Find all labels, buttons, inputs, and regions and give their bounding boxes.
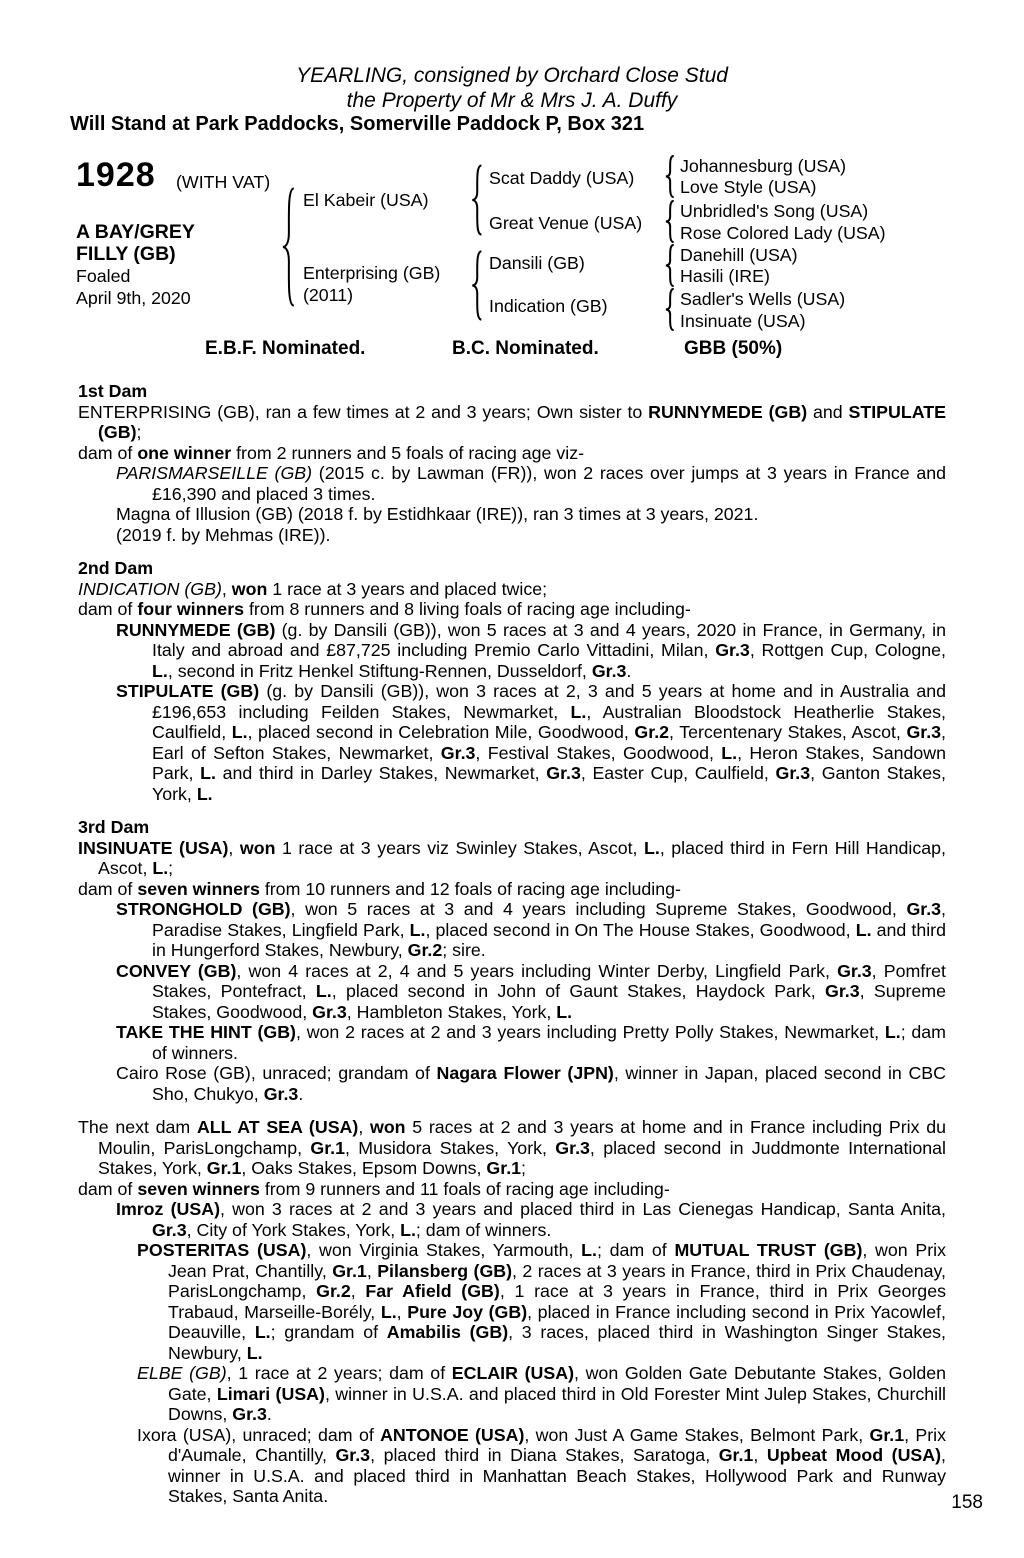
text-run: , Easter Cup, Caulfield, bbox=[580, 763, 776, 783]
dam-section bbox=[78, 1117, 946, 1507]
text-run: . bbox=[298, 1083, 304, 1104]
text-run: , bbox=[350, 1281, 366, 1301]
pedigree-paragraph bbox=[78, 402, 946, 443]
text-run: Gr.1 bbox=[310, 1137, 345, 1158]
text-run: , winner in U.S.A. and placed third in Manhattan Beach Stakes, Hollywood Park and Runway Stakes, Santa Anita. bbox=[168, 1445, 946, 1506]
text-run: , placed second in Juddmonte International Stakes, York, bbox=[98, 1137, 946, 1178]
pedigree-paragraph bbox=[78, 1022, 946, 1063]
text-run: , won 5 races at 3 and 4 years including Supreme Stakes, Goodwood, bbox=[290, 899, 907, 919]
text-run: 1 race at 3 years viz Swinley Stakes, Ascot, bbox=[275, 837, 644, 858]
dam-section bbox=[78, 558, 946, 804]
text-run: , winner in U.S.A. and placed third in Old Forester Mint Julep Stakes, Churchill Downs, bbox=[168, 1383, 947, 1424]
text-run: STRONGHOLD (GB) bbox=[116, 899, 291, 919]
dam-section bbox=[78, 817, 946, 1104]
pedigree-paragraph bbox=[78, 1363, 946, 1425]
text-run: , won Prix Jean Prat, Chantilly, bbox=[168, 1240, 946, 1281]
text-run: L. bbox=[644, 837, 660, 858]
text-run: (2015 c. by Lawman (FR)), won 2 races over jumps at 3 years in France and £16,390 and placed 3 times. bbox=[152, 463, 947, 504]
dam-sire-name: Dansili (GB) bbox=[489, 253, 585, 273]
text-run: L. bbox=[884, 1022, 901, 1042]
text-run: ; bbox=[136, 422, 142, 442]
text-run: Gr.3 bbox=[546, 763, 581, 783]
text-run: ; dam of bbox=[596, 1240, 675, 1260]
text-run: , placed in France including second in Prix Yacowlef, Deauville, bbox=[168, 1301, 946, 1342]
text-run: Gr.1 bbox=[869, 1424, 905, 1445]
text-run: ; dam of winners. bbox=[152, 1022, 946, 1063]
text-run: Nagara Flower (JPN) bbox=[436, 1063, 614, 1083]
text-run: L. bbox=[246, 1342, 263, 1363]
text-run: , Prix d'Aumale, Chantilly, bbox=[168, 1424, 946, 1465]
text-run: , Hambleton Stakes, York, bbox=[346, 1001, 557, 1022]
text-run: Limari (USA) bbox=[216, 1383, 325, 1404]
text-run: L. bbox=[570, 701, 587, 722]
text-run: one winner bbox=[137, 442, 232, 463]
pedigree-ancestor: Sadler's Wells (USA) bbox=[680, 289, 846, 309]
text-run: ANTONOE (USA) bbox=[380, 1424, 525, 1445]
text-run: The next dam bbox=[78, 1117, 197, 1137]
pedigree-paragraph bbox=[78, 681, 946, 804]
text-run: Gr.3 bbox=[232, 1404, 267, 1424]
bc-nomination: B.C. Nominated. bbox=[452, 338, 599, 359]
text-run: L. bbox=[152, 660, 168, 681]
text-run: L. bbox=[315, 981, 332, 1001]
text-run: seven winners bbox=[137, 878, 260, 899]
text-run: from 9 runners and 11 foals of racing age including- bbox=[259, 1178, 670, 1199]
text-run: , placed second in On The House Stakes, Goodwood, bbox=[425, 919, 856, 940]
pedigree-ancestor: Rose Colored Lady (USA) bbox=[680, 223, 886, 243]
text-run: , 1 race at 2 years; dam of bbox=[226, 1363, 452, 1383]
pedigree-paragraph bbox=[78, 1179, 946, 1200]
text-run: INDICATION (GB) bbox=[78, 578, 222, 599]
text-run: Gr.2 bbox=[316, 1281, 351, 1301]
text-run: , 3 races, placed third in Washington Singer Stakes, Newbury, bbox=[168, 1322, 946, 1363]
text-run: from 10 runners and 12 foals of racing age including- bbox=[259, 878, 681, 899]
text-run: Gr.3 bbox=[263, 1083, 299, 1104]
text-run: and third in Hungerford Stakes, Newbury, bbox=[152, 919, 946, 960]
text-run: L. bbox=[400, 1219, 416, 1240]
text-run: Amabilis (GB) bbox=[386, 1322, 509, 1342]
text-run: 5 races at 2 and 3 years at home and in France including Prix du Moulin, ParisLongchamp, bbox=[98, 1117, 946, 1158]
gbb-nomination: GBB (50%) bbox=[684, 338, 783, 359]
text-run: L. bbox=[380, 1301, 397, 1322]
text-run: , Supreme Stakes, Goodwood, bbox=[152, 981, 946, 1022]
text-run: Gr.3 bbox=[555, 1137, 590, 1158]
text-run: Gr.3 bbox=[825, 981, 860, 1001]
text-run: . bbox=[626, 660, 632, 681]
text-run: won bbox=[231, 578, 268, 599]
text-run: , won Virginia Stakes, Yarmouth, bbox=[306, 1240, 582, 1260]
text-run: , Paradise Stakes, Lingfield Park, bbox=[152, 899, 946, 940]
pedigree-paragraph bbox=[78, 1240, 946, 1363]
text-run: , bbox=[221, 578, 232, 599]
text-run: Gr.3 bbox=[837, 960, 872, 981]
text-run: , bbox=[366, 1260, 378, 1281]
text-run: ; sire. bbox=[442, 940, 486, 960]
horse-colour: A BAY/GREY bbox=[76, 221, 195, 243]
text-run: won bbox=[369, 1117, 406, 1137]
text-run: Gr.1 bbox=[206, 1158, 242, 1178]
text-run: ECLAIR (USA) bbox=[451, 1363, 574, 1383]
text-run: , bbox=[396, 1301, 408, 1322]
text-run: , won Just A Game Stakes, Belmont Park, bbox=[524, 1424, 870, 1445]
text-run: RUNNYMEDE (GB) bbox=[648, 401, 808, 422]
pedigree-ancestor: Danehill (USA) bbox=[680, 245, 798, 265]
text-run: Pure Joy (GB) bbox=[407, 1301, 528, 1322]
pedigree-ancestor: Insinuate (USA) bbox=[680, 311, 806, 331]
text-run: , Pomfret Stakes, Pontefract, bbox=[152, 960, 946, 1001]
text-run: L. bbox=[200, 763, 216, 783]
text-run: (g. by Dansili (GB)), won 3 races at 2, 3 and 5 years at home and in Australia and £196,653 including Feilden Stakes, Newmarket, bbox=[152, 681, 946, 722]
text-run: Far Afield (GB) bbox=[365, 1281, 500, 1301]
section-heading: 3rd Dam bbox=[78, 817, 150, 837]
text-run: Magna of Illusion (GB) (2018 f. by Estidhkaar (IRE)), ran 3 times at 3 years, 2021. bbox=[116, 504, 759, 524]
text-run: Gr.3 bbox=[335, 1445, 371, 1465]
text-run: won bbox=[239, 837, 276, 858]
text-run: , won Golden Gate Debutante Stakes, Golden Gate, bbox=[168, 1363, 946, 1404]
text-run: , placed second in Celebration Mile, Goodwood, bbox=[247, 722, 635, 742]
section-heading: 2nd Dam bbox=[78, 558, 154, 578]
text-run: , Oaks Stakes, Epsom Downs, bbox=[241, 1158, 487, 1178]
text-run: STIPULATE (GB) bbox=[98, 401, 946, 442]
text-run: , Musidora Stakes, York, bbox=[345, 1137, 556, 1158]
text-run: , Australian Bloodstock Heatherlie Stakes, Caulfield, bbox=[152, 701, 946, 742]
property-line: the Property of Mr & Mrs J. A. Duffy bbox=[346, 89, 678, 112]
text-run: dam of bbox=[78, 878, 138, 899]
pedigree-brace-gen3-3 bbox=[663, 244, 676, 287]
pedigree-paragraph bbox=[78, 961, 946, 1023]
text-run: ALL AT SEA (USA) bbox=[196, 1117, 359, 1137]
text-run: , Tercentenary Stakes, Ascot, bbox=[669, 722, 907, 742]
text-run: , placed third in Fern Hill Handicap, Ascot, bbox=[98, 837, 946, 878]
text-run: dam of bbox=[78, 442, 138, 463]
pedigree-paragraph bbox=[78, 620, 946, 682]
text-run: 1 race at 3 years and placed twice; bbox=[267, 578, 548, 599]
text-run: (g. by Dansili (GB)), won 5 races at 3 and 4 years, 2020 in France, in Germany, in Italy and abroad and £87,725 including Premio Carlo Vittadini, Milan, bbox=[152, 619, 946, 660]
text-run: Gr.2 bbox=[407, 940, 443, 960]
text-run: Gr.1 bbox=[486, 1158, 522, 1178]
text-run: , bbox=[228, 837, 240, 858]
text-run: Gr.3 bbox=[775, 763, 811, 783]
text-run: , winner in Japan, placed second in CBC Sho, Chukyo, bbox=[152, 1063, 946, 1104]
text-run: MUTUAL TRUST (GB) bbox=[674, 1240, 863, 1260]
sire-name: El Kabeir (USA) bbox=[303, 190, 429, 210]
text-run: Gr.1 bbox=[718, 1445, 754, 1465]
text-run: dam of bbox=[78, 1178, 138, 1199]
dam-section bbox=[78, 381, 946, 545]
text-run: Cairo Rose (GB), unraced; grandam of bbox=[116, 1063, 437, 1083]
foaled-label: Foaled bbox=[76, 266, 131, 286]
pedigree-brace-sire bbox=[469, 164, 484, 236]
pedigree-paragraph bbox=[78, 1063, 946, 1104]
ebf-nomination: E.B.F. Nominated. bbox=[205, 338, 366, 359]
text-run: RUNNYMEDE (GB) bbox=[116, 619, 276, 640]
pedigree-body bbox=[78, 381, 946, 1520]
text-run: , won 4 races at 2, 4 and 5 years including Winter Derby, Lingfield Park, bbox=[236, 960, 838, 981]
pedigree-brace-gen1 bbox=[279, 186, 297, 308]
lot-number: 1928 bbox=[76, 156, 156, 194]
pedigree-ancestor: Unbridled's Song (USA) bbox=[680, 201, 869, 221]
foaled-date: April 9th, 2020 bbox=[76, 288, 191, 308]
section-heading: 1st Dam bbox=[78, 381, 148, 401]
text-run: and bbox=[807, 401, 849, 422]
text-run: CONVEY (GB) bbox=[116, 960, 237, 981]
text-run: L. bbox=[556, 1001, 573, 1022]
pedigree-ancestor: Johannesburg (USA) bbox=[680, 156, 847, 176]
vat-note: (WITH VAT) bbox=[176, 172, 271, 192]
text-run: Gr.3 bbox=[715, 640, 750, 660]
text-run: , City of York Stakes, York, bbox=[186, 1219, 401, 1240]
text-run: , won 3 races at 2 and 3 years and placed third in Las Cienegas Handicap, Santa Anita, bbox=[219, 1199, 946, 1219]
sire-sire-name: Scat Daddy (USA) bbox=[489, 168, 635, 188]
text-run: , Rottgen Cup, Cologne, bbox=[749, 640, 946, 660]
sire-dam-name: Great Venue (USA) bbox=[489, 213, 643, 233]
pedigree-brace-dam bbox=[469, 250, 484, 321]
text-run: POSTERITAS (USA) bbox=[137, 1240, 307, 1260]
text-run: STIPULATE (GB) bbox=[116, 681, 260, 701]
pedigree-paragraph bbox=[78, 1117, 946, 1179]
text-run: , won 2 races at 2 and 3 years including Pretty Polly Stakes, Newmarket, bbox=[295, 1022, 885, 1042]
text-run: , Heron Stakes, Sandown Park, bbox=[152, 742, 946, 783]
dam-name: Enterprising (GB) bbox=[303, 263, 441, 283]
pedigree-ancestor: Love Style (USA) bbox=[680, 177, 817, 197]
dam-dam-name: Indication (GB) bbox=[489, 296, 608, 316]
text-run: L. bbox=[855, 919, 872, 940]
text-run: ; bbox=[521, 1158, 526, 1178]
text-run: ; grandam of bbox=[270, 1322, 387, 1342]
text-run: , 2 races at 3 years in France, third in Prix Chaudenay, ParisLongchamp, bbox=[168, 1260, 946, 1301]
text-run: four winners bbox=[137, 599, 245, 619]
text-run: and third in Darley Stakes, Newmarket, bbox=[215, 763, 547, 783]
stabling-location-line: Will Stand at Park Paddocks, Somerville Paddock P, Box 321 bbox=[70, 113, 645, 135]
text-run: Gr.3 bbox=[312, 1001, 347, 1022]
text-run: seven winners bbox=[137, 1178, 260, 1199]
text-run: , bbox=[358, 1117, 370, 1137]
text-run: , bbox=[753, 1445, 767, 1465]
pedigree-paragraph bbox=[78, 1425, 946, 1507]
text-run: Ixora (USA), unraced; dam of bbox=[137, 1424, 381, 1445]
text-run: ELBE (GB) bbox=[137, 1363, 227, 1383]
text-run: ; dam of winners. bbox=[415, 1219, 552, 1240]
pedigree-paragraph bbox=[78, 879, 946, 900]
text-run: from 2 runners and 5 foals of racing age viz- bbox=[231, 442, 585, 463]
horse-sex: FILLY (GB) bbox=[76, 243, 176, 265]
text-run: Imroz (USA) bbox=[116, 1199, 220, 1219]
pedigree-paragraph bbox=[78, 1199, 946, 1240]
text-run: L. bbox=[152, 858, 169, 878]
pedigree-brace-gen3-1 bbox=[663, 155, 676, 198]
pedigree-paragraph bbox=[78, 525, 946, 546]
pedigree-paragraph bbox=[78, 579, 946, 600]
pedigree-brace-gen3-2 bbox=[663, 200, 676, 243]
pedigree-brace-gen3-4 bbox=[663, 288, 676, 331]
page-number: 158 bbox=[951, 1492, 983, 1513]
pedigree-paragraph bbox=[78, 599, 946, 620]
consignor-line: YEARLING, consigned by Orchard Close Stud bbox=[296, 64, 728, 87]
text-run: INSINUATE (USA) bbox=[78, 837, 229, 858]
text-run: ENTERPRISING (GB), ran a few times at 2 and 3 years; Own sister to bbox=[78, 401, 649, 422]
text-run: Upbeat Mood (USA) bbox=[766, 1445, 942, 1465]
pedigree-paragraph bbox=[78, 899, 946, 961]
pedigree-paragraph bbox=[78, 443, 946, 464]
text-run: TAKE THE HINT (GB) bbox=[116, 1022, 296, 1042]
pedigree-paragraph bbox=[78, 504, 946, 525]
text-run: L. bbox=[581, 1240, 597, 1260]
text-run: , second in Fritz Henkel Stiftung-Rennen, Dusseldorf, bbox=[167, 660, 592, 681]
text-run: Pilansberg (GB) bbox=[377, 1260, 513, 1281]
dam-year: (2011) bbox=[303, 285, 354, 305]
text-run: L. bbox=[721, 742, 738, 763]
text-run: , Ganton Stakes, York, bbox=[152, 763, 946, 804]
text-run: L. bbox=[254, 1322, 271, 1342]
text-run: (2019 f. by Mehmas (IRE)). bbox=[116, 524, 331, 545]
text-run: ; bbox=[168, 858, 174, 878]
text-run: dam of bbox=[78, 599, 138, 619]
text-run: , placed third in Diana Stakes, Saratoga, bbox=[370, 1445, 719, 1465]
text-run: from 8 runners and 8 living foals of racing age including- bbox=[244, 599, 691, 619]
text-run: L. bbox=[196, 783, 213, 804]
text-run: Gr.3 bbox=[152, 1219, 187, 1240]
text-run: Gr.3 bbox=[591, 660, 627, 681]
text-run: . bbox=[266, 1404, 272, 1424]
text-run: Gr.3 bbox=[906, 899, 942, 919]
pedigree-ancestor: Hasili (IRE) bbox=[680, 266, 770, 286]
text-run: L. bbox=[231, 722, 248, 742]
text-run: Gr.1 bbox=[332, 1260, 367, 1281]
pedigree-paragraph bbox=[78, 463, 946, 504]
text-run: , Festival Stakes, Goodwood, bbox=[475, 742, 722, 763]
text-run: Gr.2 bbox=[634, 722, 670, 742]
text-run: , Earl of Sefton Stakes, Newmarket, bbox=[152, 722, 946, 763]
text-run: L. bbox=[409, 919, 426, 940]
pedigree-paragraph bbox=[78, 838, 946, 879]
text-run: , 1 race at 3 years in France, third in Prix Georges Trabaud, Marseille-Borély, bbox=[168, 1281, 946, 1322]
text-run: Gr.3 bbox=[906, 722, 942, 742]
text-run: PARISMARSEILLE (GB) bbox=[116, 463, 313, 483]
text-run: , placed second in John of Gaunt Stakes, Haydock Park, bbox=[331, 981, 825, 1001]
text-run: Gr.3 bbox=[440, 742, 476, 763]
